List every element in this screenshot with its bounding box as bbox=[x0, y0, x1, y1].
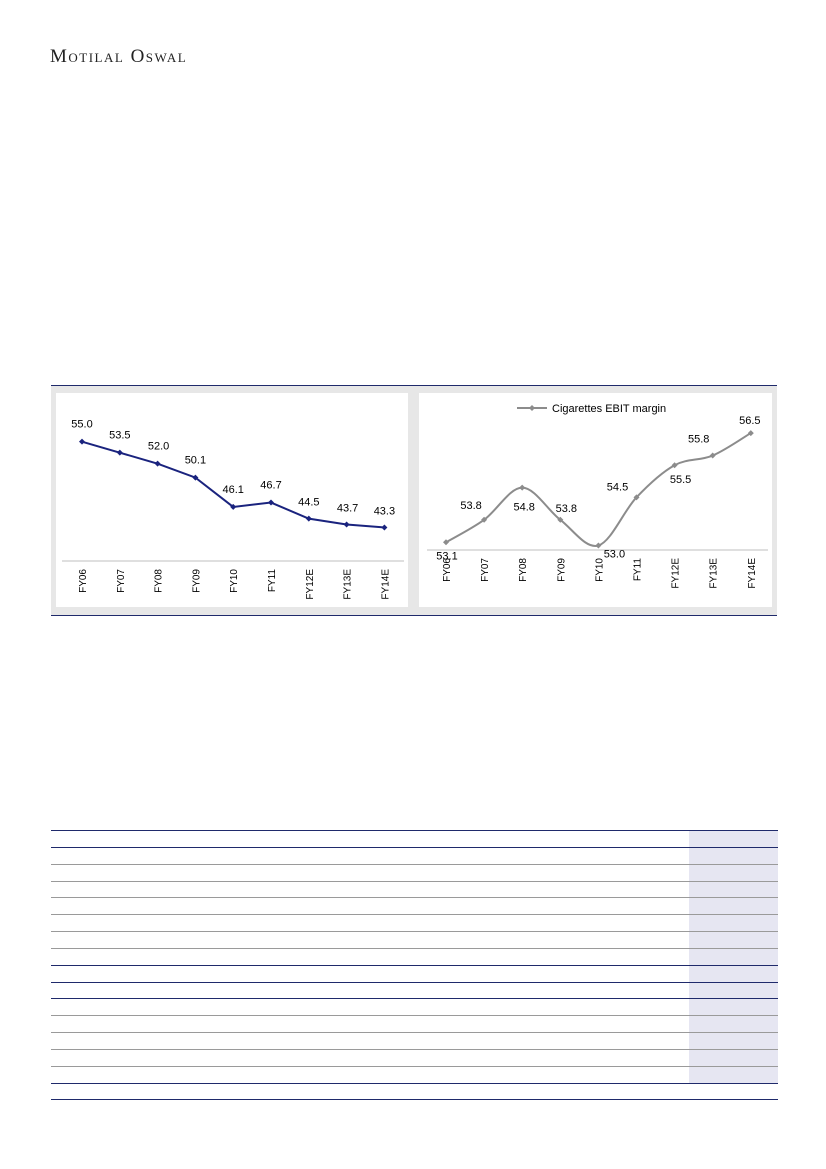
table-rule bbox=[51, 864, 778, 865]
x-tick-label: FY12E bbox=[304, 569, 316, 600]
table-rule bbox=[51, 982, 778, 983]
table-rule bbox=[51, 1099, 778, 1100]
x-tick-label: FY08 bbox=[153, 569, 165, 593]
right-line-chart bbox=[419, 393, 772, 607]
data-point-marker bbox=[519, 485, 525, 491]
data-point-marker bbox=[117, 450, 123, 456]
data-label: 53.1 bbox=[436, 550, 458, 563]
table-rule bbox=[51, 948, 778, 949]
data-label: 43.7 bbox=[336, 502, 359, 515]
table-rule bbox=[51, 998, 778, 999]
series-line bbox=[446, 433, 751, 546]
data-label: 54.8 bbox=[513, 501, 535, 514]
table-rule bbox=[51, 965, 778, 966]
data-label: 52.0 bbox=[147, 440, 170, 453]
data-point-marker bbox=[155, 461, 161, 467]
data-label: 55.0 bbox=[71, 418, 93, 431]
data-table bbox=[51, 830, 778, 1101]
x-tick-label: FY12E bbox=[670, 558, 682, 589]
data-label: 46.7 bbox=[260, 479, 282, 492]
table-rule bbox=[51, 830, 778, 831]
data-point-marker bbox=[595, 543, 601, 549]
data-label: 54.5 bbox=[606, 481, 629, 494]
data-label: 46.1 bbox=[222, 483, 244, 496]
right-chart-panel bbox=[419, 393, 772, 607]
data-point-marker bbox=[79, 439, 85, 445]
x-tick-label: FY14E bbox=[746, 558, 758, 589]
table-rule bbox=[51, 881, 778, 882]
data-label: 53.5 bbox=[109, 429, 131, 442]
data-label: 53.8 bbox=[555, 502, 578, 515]
x-tick-label: FY07 bbox=[480, 558, 492, 582]
data-label: 55.8 bbox=[687, 433, 710, 446]
data-label: 55.5 bbox=[669, 474, 692, 487]
data-point-marker bbox=[306, 516, 312, 522]
legend-label: Cigarettes EBIT margin bbox=[552, 403, 667, 415]
x-tick-label: FY08 bbox=[518, 558, 530, 582]
x-tick-label: FY10 bbox=[594, 558, 606, 582]
x-tick-label: FY06 bbox=[78, 569, 89, 593]
data-label: 56.5 bbox=[739, 415, 761, 428]
table-rule bbox=[51, 847, 778, 848]
brand-logo: Motilal Oswal bbox=[50, 46, 188, 67]
charts-exhibit bbox=[51, 385, 777, 616]
x-tick-label: FY13E bbox=[342, 569, 354, 600]
data-point-marker bbox=[268, 500, 274, 506]
x-tick-label: FY09 bbox=[191, 569, 203, 593]
table-rule bbox=[51, 897, 778, 898]
x-tick-label: FY11 bbox=[267, 569, 278, 593]
table-rule bbox=[51, 1015, 778, 1016]
data-label: 43.3 bbox=[373, 505, 396, 518]
table-rule bbox=[51, 931, 778, 932]
x-tick-label: FY06 bbox=[442, 558, 453, 582]
data-point-marker bbox=[381, 524, 387, 530]
data-label: 53.0 bbox=[603, 548, 626, 561]
data-label: 53.8 bbox=[460, 499, 482, 512]
x-tick-label: FY13E bbox=[708, 558, 720, 589]
table-rule bbox=[51, 1066, 778, 1067]
table-rule bbox=[51, 1032, 778, 1033]
x-tick-label: FY09 bbox=[556, 558, 568, 582]
table-rule bbox=[51, 1083, 778, 1084]
table-rule bbox=[51, 914, 778, 915]
left-chart-panel bbox=[56, 393, 408, 607]
legend-marker bbox=[529, 405, 535, 411]
x-tick-label: FY07 bbox=[115, 569, 127, 593]
x-tick-label: FY10 bbox=[229, 569, 241, 593]
data-point-marker bbox=[344, 522, 350, 528]
x-tick-label: FY11 bbox=[632, 558, 644, 582]
table-rule bbox=[51, 1049, 778, 1050]
data-label: 50.1 bbox=[184, 454, 207, 467]
data-label: 44.5 bbox=[298, 496, 320, 509]
table-highlight-column bbox=[689, 830, 778, 1084]
data-point-marker bbox=[710, 453, 716, 459]
left-line-chart bbox=[56, 393, 408, 607]
x-tick-label: FY14E bbox=[380, 569, 392, 600]
